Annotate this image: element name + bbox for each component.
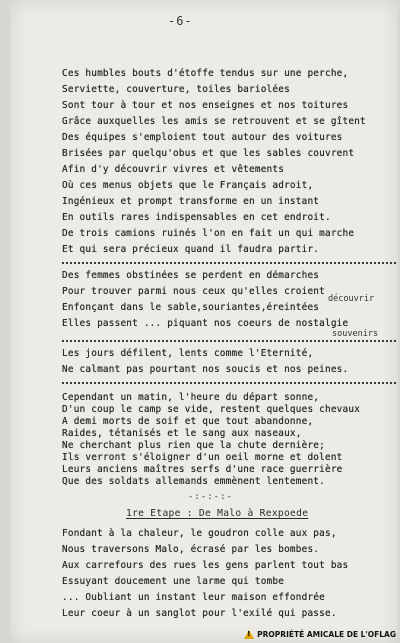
- poem-line: Fondant à la chaleur, le goudron colle aux pas,: [62, 528, 337, 539]
- margin-correction: découvrir: [328, 294, 375, 304]
- dotted-separator: [62, 262, 396, 264]
- poem-line: Nous traversons Malo, écrasé par les bombes.: [62, 544, 320, 555]
- section-separator-mark: -:-:-:-: [188, 492, 233, 502]
- page-number: -6-: [168, 14, 193, 28]
- poem-line: Afin d'y découvrir vivres et vêtements: [62, 164, 285, 175]
- poem-line: De trois camions ruinés l'on en fait un qui marche: [62, 228, 355, 239]
- poem-line: Brisées par quelqu'obus et que les sables couvrent: [62, 148, 355, 159]
- poem-line: ... Oubliant un instant leur maison effondrée: [62, 592, 325, 603]
- dotted-separator: [62, 382, 396, 384]
- poem-line: Et qui sera précieux quand il faudra partir.: [62, 244, 320, 255]
- poem-line: Serviette, couverture, toiles bariolées: [62, 84, 290, 95]
- poem-line: D'un coup le camp se vide, restent quelques chevaux: [62, 404, 361, 415]
- poem-line: Leurs anciens maîtres serfs d'une race guerrière: [62, 464, 343, 475]
- warning-icon: [244, 630, 254, 639]
- poem-line: Cependant un matin, l'heure du départ sonne,: [62, 392, 320, 403]
- poem-line: Leur coeur à un sanglot pour l'exilé qui passe.: [62, 608, 337, 619]
- poem-line: A demi morts de soif et que tout abandonne,: [62, 416, 314, 427]
- poem-line: Ne cherchant plus rien que la chute dernière;: [62, 440, 325, 451]
- poem-line: Enfonçant dans le sable,souriantes,éreintées: [62, 302, 320, 313]
- section-heading: 1re Etape : De Malo à Rexpoede: [126, 508, 309, 519]
- poem-line: Ingénieux et prompt transforme en un instant: [62, 196, 320, 207]
- poem-line: Ces humbles bouts d'étoffe tendus sur une perche,: [62, 68, 349, 79]
- poem-line: Pour trouver parmi nous ceux qu'elles croient: [62, 286, 325, 297]
- poem-line: Elles passent ... piquant nos coeurs de nostalgie: [62, 318, 349, 329]
- poem-line: Ils verront s'éloigner d'un oeil morne et dolent: [62, 452, 343, 463]
- poem-line: Aux carrefours des rues les gens parlent tout bas: [62, 560, 349, 571]
- poem-line: Où ces menus objets que le Français adroit,: [62, 180, 314, 191]
- poem-line: Que des soldats allemands emmènent lentement.: [62, 476, 325, 487]
- poem-line: Grâce auxquelles les amis se retrouvent et se gîtent: [62, 116, 366, 127]
- poem-line: Essuyant doucement une larme qui tombe: [62, 576, 285, 587]
- poem-line: Des femmes obstinées se perdent en démarches: [62, 270, 320, 281]
- poem-line: Sont tour à tour et nos enseignes et nos toitures: [62, 100, 349, 111]
- footer-watermark: [244, 630, 396, 639]
- poem-line: Les jours défilent, lents comme l'Eternité,: [62, 348, 314, 359]
- footer-text: PROPRIÉTÉ AMICALE DE L'OFLAG: [257, 630, 396, 639]
- poem-line: En outils rares indispensables en cet endroit.: [62, 212, 331, 223]
- dotted-separator: [62, 340, 396, 342]
- poem-line: Ne calmant pas pourtant nos soucis et nos peines.: [62, 364, 349, 375]
- poem-line: Raides, tétanisés et le sang aux naseaux,: [62, 428, 302, 439]
- poem-line: Des équipes s'emploient tout autour des voitures: [62, 132, 343, 143]
- document-page: [10, 0, 398, 643]
- margin-correction: souvenirs: [332, 329, 379, 339]
